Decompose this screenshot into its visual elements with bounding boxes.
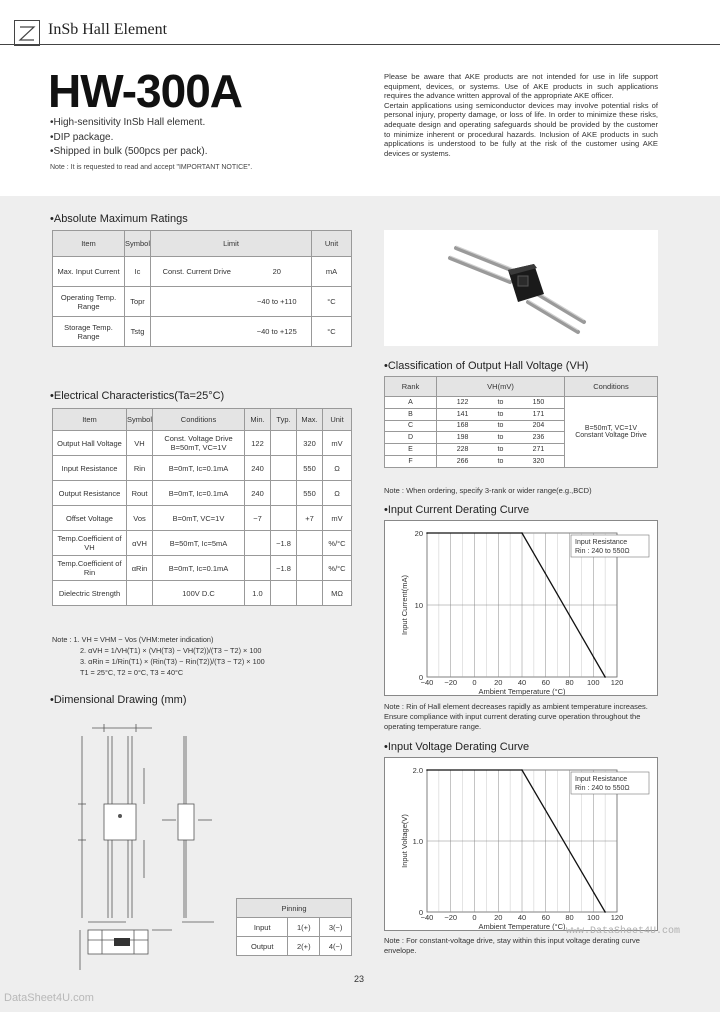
- ec-cell: αRin: [127, 556, 153, 581]
- ec-header: Max.: [297, 409, 323, 431]
- ec-cell: Ω: [323, 481, 352, 506]
- ec-cell: Rin: [127, 456, 153, 481]
- amr-cell: Topr: [125, 287, 151, 317]
- x-tick-label: 100: [586, 678, 600, 687]
- y-tick-label: 20: [414, 529, 423, 538]
- model-title: HW-300A: [48, 65, 243, 117]
- data-point: [521, 769, 523, 771]
- y-tick-label: 1.0: [412, 837, 423, 846]
- ec-cell: +7: [297, 506, 323, 531]
- ec-note: 2. αVH = 1/VH(T1) × (VH(T3) − VH(T2))/(T3 − T2) × 100: [80, 646, 262, 655]
- ec-cell: Temp.Coefficient of VH: [53, 531, 127, 556]
- product-photo: [384, 230, 658, 346]
- amr-cell: Max. Input Current: [53, 257, 125, 287]
- y-tick-label: 2.0: [412, 766, 423, 775]
- cls-cell: 271: [513, 444, 565, 456]
- disclaimer-para: Certain applications using semiconductor devices may involve potential risks of personal injury, property damage, or loss of life. In order to minimize these risks, adequate design and operating safeguards should be provided by the customer to minimize inherent or procedural hazards. Inclusion of AKE products in such applications is understood to be fully at the risk of the customer using AKE devices or systems.: [384, 100, 658, 158]
- x-tick-label: 0: [472, 913, 477, 922]
- cls-cell: to: [488, 432, 513, 444]
- y-tick-label: 10: [414, 601, 423, 610]
- x-tick-label: 80: [565, 678, 574, 687]
- table-row: [53, 481, 352, 506]
- classification-table: [384, 376, 658, 468]
- ec-cell: 240: [245, 481, 271, 506]
- watermark-right: www.DataSheet4U.com: [566, 926, 681, 937]
- ec-cell: 240: [245, 456, 271, 481]
- ec-cell: [271, 506, 297, 531]
- x-tick-label: 60: [541, 678, 550, 687]
- legend-text: Rin : 240 to 550Ω: [575, 548, 630, 555]
- table-row: [53, 531, 352, 556]
- ec-cell: [245, 556, 271, 581]
- watermark-left: DataSheet4U.com: [4, 992, 94, 1004]
- amr-title: •Absolute Maximum Ratings: [50, 213, 188, 225]
- ec-cell: −1.8: [271, 556, 297, 581]
- amr-header: Item: [53, 231, 125, 257]
- y-axis-label: Input Current(mA): [400, 574, 409, 636]
- ec-cell: Output Resistance: [53, 481, 127, 506]
- ec-cell: 320: [297, 431, 323, 456]
- cls-cell: 171: [513, 408, 565, 420]
- cls-cell: 266: [437, 455, 489, 467]
- ec-cell: Dielectric Strength: [53, 581, 127, 606]
- data-point: [426, 532, 428, 534]
- table-row: [237, 918, 352, 937]
- pinning-table: [236, 898, 352, 956]
- cls-condition-line: B=50mT, VC=1V: [584, 424, 638, 432]
- cls-cell: 122: [437, 397, 489, 409]
- cls-header: VH(mV): [437, 377, 565, 397]
- table-row: [53, 506, 352, 531]
- ec-cell: [271, 481, 297, 506]
- y-tick-label: 0: [418, 673, 423, 682]
- pinning-header: Pinning: [237, 899, 352, 918]
- chart2-title: •Input Voltage Derating Curve: [384, 741, 530, 753]
- amr-cell: −40 to +110: [243, 287, 312, 317]
- y-tick-label: 0: [418, 908, 423, 917]
- cls-conditions: [565, 397, 658, 468]
- ec-cell: Output Hall Voltage: [53, 431, 127, 456]
- x-tick-label: 80: [565, 913, 574, 922]
- feature-note: Note : It is requested to read and accept "IMPORTANT NOTICE".: [50, 163, 253, 171]
- x-tick-label: 120: [610, 678, 624, 687]
- x-tick-label: −40: [420, 913, 434, 922]
- ec-cell: B=0mT, Ic=0.1mA: [153, 556, 245, 581]
- ec-cell: 550: [297, 481, 323, 506]
- classification-title: •Classification of Output Hall Voltage (VH): [384, 360, 589, 372]
- ec-cell: 550: [297, 456, 323, 481]
- ec-cell: B=0mT, Ic=0.1mA: [153, 456, 245, 481]
- ec-cell: VH: [127, 431, 153, 456]
- cls-cell: to: [488, 397, 513, 409]
- x-axis-label: Ambient Temperature (°C): [478, 922, 566, 931]
- y-axis-label: Input Voltage(V): [400, 814, 409, 868]
- amr-cell: [151, 287, 243, 317]
- feature-item: •Shipped in bulk (500pcs per pack).: [50, 146, 208, 157]
- amr-cell: −40 to +125: [243, 317, 312, 347]
- ec-cell: MΩ: [323, 581, 352, 606]
- legend-text: Input Resistance: [575, 539, 628, 546]
- ec-cell: [271, 431, 297, 456]
- cls-cell: C: [385, 420, 437, 432]
- ec-cell: mV: [323, 431, 352, 456]
- x-tick-label: 0: [472, 678, 477, 687]
- data-point: [604, 676, 606, 678]
- cls-condition-line: Constant Voltage Drive: [575, 431, 647, 439]
- header-title: InSb Hall Element: [48, 21, 168, 38]
- amr-cell: °C: [312, 317, 352, 347]
- input-current-derating-chart: [384, 520, 658, 696]
- x-tick-label: 20: [494, 678, 503, 687]
- x-tick-label: −20: [444, 678, 458, 687]
- ec-header: Min.: [245, 409, 271, 431]
- feature-item: •High-sensitivity InSb Hall element.: [50, 117, 206, 128]
- ec-cell: Temp.Coefficient of Rin: [53, 556, 127, 581]
- pin-cell: 3(−): [320, 918, 352, 937]
- amr-cell: Const. Current Drive: [151, 257, 243, 287]
- ec-cell: −1.8: [271, 531, 297, 556]
- table-row: [53, 287, 352, 317]
- ec-cell: B=0mT, Ic=0.1mA: [153, 481, 245, 506]
- feature-item: •DIP package.: [50, 131, 114, 143]
- hall-element-image: [384, 230, 658, 346]
- pin-cell: 1(+): [288, 918, 320, 937]
- ec-header: Typ.: [271, 409, 297, 431]
- ec-cell: mV: [323, 506, 352, 531]
- amr-cell: Storage Temp. Range: [53, 317, 125, 347]
- pin-cell: Output: [237, 937, 288, 956]
- ec-header: Item: [53, 409, 127, 431]
- ec-cell: 1.0: [245, 581, 271, 606]
- amr-table: [52, 230, 352, 347]
- ec-cell: Const. Voltage Drive B=50mT, VC=1V: [153, 431, 245, 456]
- ec-cell: −7: [245, 506, 271, 531]
- ec-header: Symbol: [127, 409, 153, 431]
- disclaimer: [384, 72, 658, 158]
- x-tick-label: −40: [420, 678, 434, 687]
- ec-cell: B=0mT, VC=1V: [153, 506, 245, 531]
- ec-cell: [245, 531, 271, 556]
- table-row: [53, 581, 352, 606]
- cls-cell: B: [385, 408, 437, 420]
- cls-cell: to: [488, 455, 513, 467]
- ec-cell: [297, 581, 323, 606]
- x-tick-label: 40: [517, 678, 527, 687]
- ec-header: Unit: [323, 409, 352, 431]
- amr-cell: °C: [312, 287, 352, 317]
- ec-cell: [271, 456, 297, 481]
- cls-cell: A: [385, 397, 437, 409]
- ec-table: [52, 408, 352, 606]
- ec-cell: %/°C: [323, 556, 352, 581]
- ec-cell: Ω: [323, 456, 352, 481]
- table-row: [53, 456, 352, 481]
- cls-cell: to: [488, 444, 513, 456]
- x-tick-label: 120: [610, 913, 624, 922]
- ec-cell: [271, 581, 297, 606]
- cls-header: Rank: [385, 377, 437, 397]
- cls-cell: to: [488, 420, 513, 432]
- chart2-note: Note : For constant-voltage drive, stay within this input voltage derating curve envelope.: [384, 936, 640, 955]
- x-tick-label: 20: [494, 913, 503, 922]
- feature-list: [50, 116, 252, 175]
- cls-cell: to: [488, 408, 513, 420]
- cls-cell: 228: [437, 444, 489, 456]
- ec-cell: Offset Voltage: [53, 506, 127, 531]
- ec-note: Note : 1. VH = VHM − Vos (VHM:meter indication): [52, 635, 214, 644]
- chart1-title: •Input Current Derating Curve: [384, 504, 530, 516]
- ec-cell: 100V D.C: [153, 581, 245, 606]
- pin-cell: Input: [237, 918, 288, 937]
- cls-cell: 168: [437, 420, 489, 432]
- data-point: [426, 769, 428, 771]
- table-row: [385, 397, 658, 409]
- amr-cell: 20: [243, 257, 312, 287]
- pin-cell: 2(+): [288, 937, 320, 956]
- table-row: [53, 317, 352, 347]
- amr-cell: Ic: [125, 257, 151, 287]
- cls-cell: 320: [513, 455, 565, 467]
- data-point: [604, 911, 606, 913]
- dimensional-title: •Dimensional Drawing (mm): [50, 694, 187, 706]
- x-tick-label: −20: [444, 913, 458, 922]
- pin-cell: 4(−): [320, 937, 352, 956]
- ec-cell: Rout: [127, 481, 153, 506]
- ec-note: T1 = 25°C, T2 = 0°C, T3 = 40°C: [80, 668, 184, 677]
- ec-cell: Input Resistance: [53, 456, 127, 481]
- data-point: [521, 532, 523, 534]
- ec-cell: [297, 531, 323, 556]
- cls-cell: D: [385, 432, 437, 444]
- disclaimer-para: Please be aware that AKE products are not intended for use in life support equipment, devices, or systems. Use of AKE products in such applications requires the advance written approval of the appropriate AKE officer.: [384, 72, 658, 101]
- page-number: 23: [354, 974, 365, 984]
- x-tick-label: 100: [586, 913, 600, 922]
- ec-cell: Vos: [127, 506, 153, 531]
- cls-cell: F: [385, 455, 437, 467]
- cls-cell: 150: [513, 397, 565, 409]
- amr-header: Symbol: [125, 231, 151, 257]
- table-row: [53, 257, 352, 287]
- x-tick-label: 40: [517, 913, 527, 922]
- cls-cell: 141: [437, 408, 489, 420]
- header-logo: [14, 20, 40, 46]
- cls-cell: 204: [513, 420, 565, 432]
- legend-text: Input Resistance: [575, 776, 628, 783]
- cls-cell: E: [385, 444, 437, 456]
- header-rule: [0, 44, 720, 45]
- ec-notes: [52, 634, 265, 678]
- ec-cell: B=50mT, Ic=5mA: [153, 531, 245, 556]
- logo-icon: [15, 21, 39, 45]
- amr-cell: mA: [312, 257, 352, 287]
- table-row: [53, 431, 352, 456]
- ec-note: 3. αRin = 1/Rin(T1) × (Rin(T3) − Rin(T2))/(T3 − T2) × 100: [80, 657, 265, 666]
- table-row: [237, 937, 352, 956]
- cls-cell: 236: [513, 432, 565, 444]
- amr-cell: Tstg: [125, 317, 151, 347]
- amr-cell: [151, 317, 243, 347]
- ec-cell: αVH: [127, 531, 153, 556]
- table-row: [53, 556, 352, 581]
- ec-cell: %/°C: [323, 531, 352, 556]
- legend-text: Rin : 240 to 550Ω: [575, 785, 630, 792]
- cls-cell: 198: [437, 432, 489, 444]
- cls-header: Conditions: [565, 377, 658, 397]
- ec-cell: 122: [245, 431, 271, 456]
- ec-cell: [127, 581, 153, 606]
- x-tick-label: 60: [541, 913, 550, 922]
- ec-cell: [297, 556, 323, 581]
- amr-cell: Operating Temp. Range: [53, 287, 125, 317]
- amr-header: Unit: [312, 231, 352, 257]
- x-axis-label: Ambient Temperature (°C): [478, 687, 566, 696]
- classification-note: Note : When ordering, specify 3-rank or wider range(e.g.,BCD): [384, 486, 592, 495]
- amr-header: Limit: [151, 231, 312, 257]
- ec-header: Conditions: [153, 409, 245, 431]
- ec-title: •Electrical Characteristics(Ta=25°C): [50, 390, 225, 402]
- chart1-note: Note : Rin of Hall element decreases rapidly as ambient temperature increases. Ensure compliance with input current derating curve operation throughout the operating temperature range.: [384, 702, 648, 731]
- input-voltage-derating-chart: [384, 757, 658, 931]
